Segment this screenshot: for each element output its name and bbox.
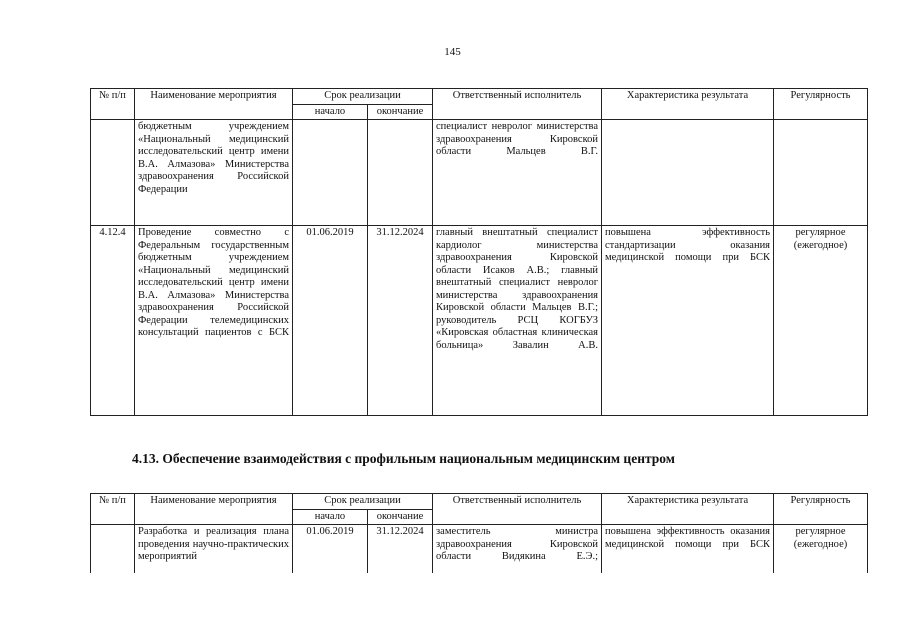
header-start: начало xyxy=(293,104,368,120)
header-executor: Ответственный исполнитель xyxy=(433,89,602,120)
header-end: окончание xyxy=(368,104,433,120)
table-row xyxy=(91,226,868,416)
table-row xyxy=(91,525,868,573)
header-end: окончание xyxy=(368,509,433,525)
row-regularity: регулярное (ежегодное) xyxy=(774,525,868,573)
row-end: 31.12.2024 xyxy=(368,525,433,573)
row-regularity xyxy=(774,120,868,226)
row-num: 4.12.4 xyxy=(91,226,135,416)
header-result: Характеристика результата xyxy=(602,89,774,120)
header-executor: Ответственный исполнитель xyxy=(433,494,602,525)
row-num xyxy=(91,525,135,573)
row-start: 01.06.2019 xyxy=(293,525,368,573)
header-name: Наименование мероприятия xyxy=(135,494,293,525)
header-regularity: Регулярность xyxy=(774,494,868,525)
row-executor: главный внештатный специалист кардиолог министерства здравоохранения Кировской области Исаков А.В.; главный внештатный специалист невролог министерства здравоохранения Кировской области Мальцев В.Г.; руководитель РСЦ КОГБУЗ «Кировская областная клиническая больница» Завалин А.В. xyxy=(433,226,602,416)
header-num: № п/п xyxy=(91,89,135,120)
header-regularity: Регулярность xyxy=(774,89,868,120)
header-name: Наименование мероприятия xyxy=(135,89,293,120)
row-start xyxy=(293,120,368,226)
activities-table-4-12 xyxy=(90,88,868,416)
row-executor: специалист невролог министерства здравоохранения Кировской области Мальцев В.Г. xyxy=(433,120,602,226)
header-result: Характеристика результата xyxy=(602,494,774,525)
header-start: начало xyxy=(293,509,368,525)
row-name: бюджетным учреждением «Национальный медицинский исследовательский центр имени В.А. Алмазова» Министерства здравоохранения Российской Федерации xyxy=(135,120,293,226)
activities-table-4-13 xyxy=(90,493,868,573)
header-num: № п/п xyxy=(91,494,135,525)
page-number: 145 xyxy=(444,46,461,58)
row-result xyxy=(602,120,774,226)
row-start: 01.06.2019 xyxy=(293,226,368,416)
header-period: Срок реализации xyxy=(293,89,433,105)
row-executor: заместитель министра здравоохранения Кировской области Видякина Е.Э.; xyxy=(433,525,602,573)
header-period: Срок реализации xyxy=(293,494,433,510)
row-regularity: регулярное (ежегодное) xyxy=(774,226,868,416)
row-end: 31.12.2024 xyxy=(368,226,433,416)
section-heading: 4.13. Обеспечение взаимодействия с профильным национальным медицинским центром xyxy=(132,451,675,466)
row-result: повышена эффективность стандартизации оказания медицинской помощи при БСК xyxy=(602,226,774,416)
row-result: повышена эффективность оказания медицинской помощи при БСК xyxy=(602,525,774,573)
row-end xyxy=(368,120,433,226)
row-name: Разработка и реализация плана проведения научно-практических мероприятий xyxy=(135,525,293,573)
table-row xyxy=(91,120,868,226)
row-name: Проведение совместно с Федеральным государственным бюджетным учреждением «Национальный медицинский исследовательский центр имени В.А. Алмазова» Министерства здравоохранения Российской Федерации телемедицинских консультаций пациентов с БСК xyxy=(135,226,293,416)
row-num xyxy=(91,120,135,226)
